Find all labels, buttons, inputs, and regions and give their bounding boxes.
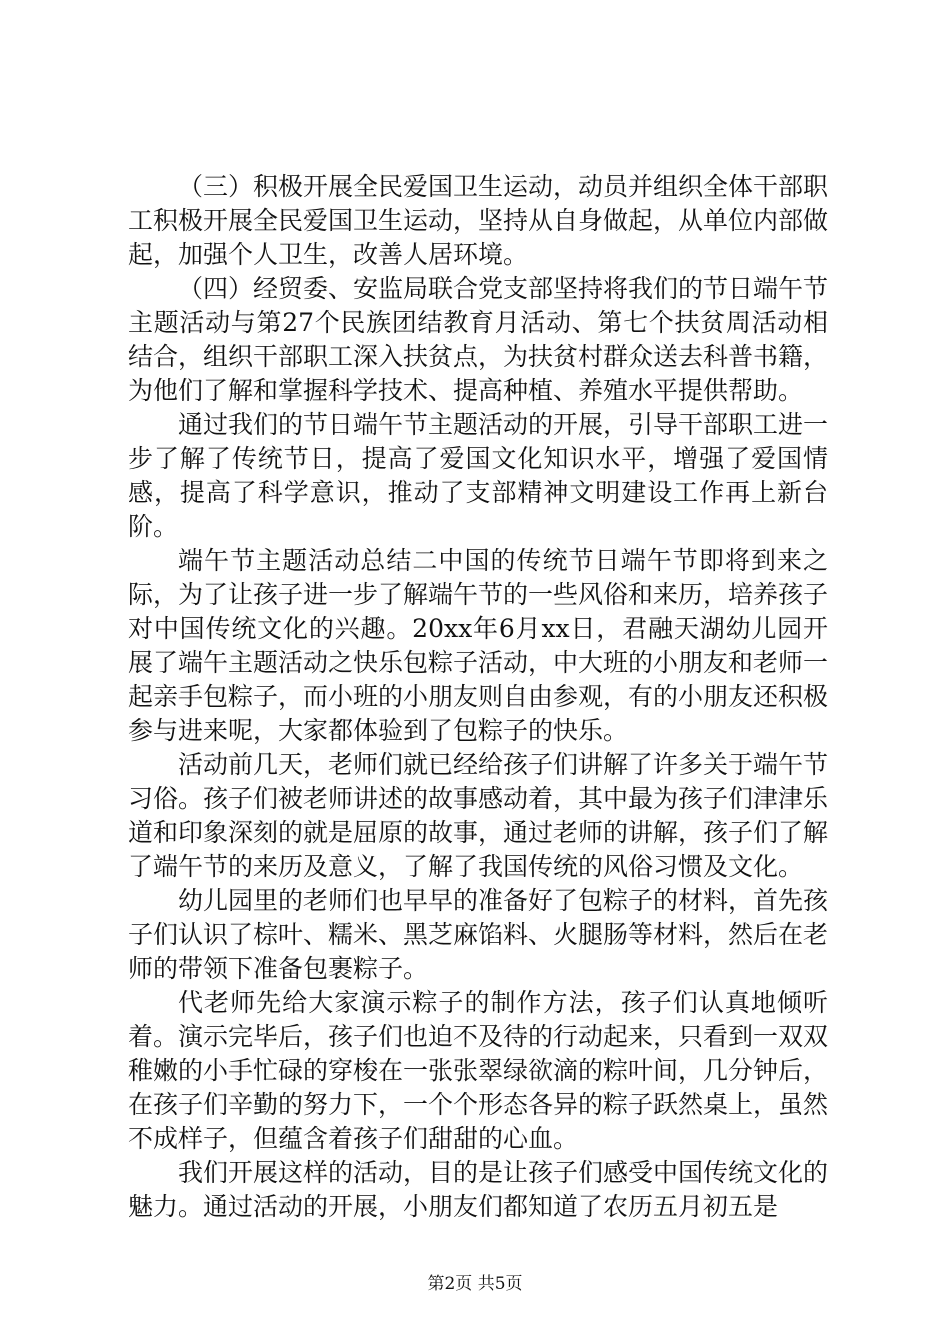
paragraph-8: 我们开展这样的活动，目的是让孩子们感受中国传统文化的魅力。通过活动的开展，小朋友们都知道了农历五月初五是 [128,1158,829,1221]
paragraph-2: （四）经贸委、安监局联合党支部坚持将我们的节日端午节主题活动与第27个民族团结教育月活动、第七个扶贫周活动相结合，组织干部职工深入扶贫点，为扶贫村群众送去科普书籍，为他们了解和掌握科学技术、提高种植、养殖水平提供帮助。 [128,274,829,405]
paragraph-3: 通过我们的节日端午节主题活动的开展，引导干部职工进一步了解了传统节日，提高了爱国文化知识水平，增强了爱国情感，提高了科学意识，推动了支部精神文明建设工作再上新台阶。 [128,410,829,541]
paragraph-6: 幼儿园里的老师们也早早的准备好了包粽子的材料，首先孩子们认识了棕叶、糯米、黑芝麻馅料、火腿肠等材料，然后在老师的带领下准备包裹粽子。 [128,886,829,983]
document-body [128,170,828,1224]
paragraph-4: 端午节主题活动总结二中国的传统节日端午节即将到来之际，为了让孩子进一步了解端午节的一些风俗和来历，培养孩子对中国传统文化的兴趣。20xx年6月xx日，君融天湖幼儿园开展了端午主题活动之快乐包粽子活动，中大班的小朋友和老师一起亲手包粽子，而小班的小朋友则自由参观，有的小朋友还积极参与进来呢，大家都体验到了包粽子的快乐。 [128,546,829,745]
paragraph-7: 代老师先给大家演示粽子的制作方法，孩子们认真地倾听着。演示完毕后，孩子们也迫不及待的行动起来，只看到一双双稚嫩的小手忙碌的穿梭在一张张翠绿欲滴的粽叶间，几分钟后，在孩子们辛勤的努力下，一个个形态各异的粽子跃然桌上，虽然不成样子，但蕴含着孩子们甜甜的心血。 [128,988,829,1153]
paragraph-5: 活动前几天，老师们就已经给孩子们讲解了许多关于端午节习俗。孩子们被老师讲述的故事感动着，其中最为孩子们津津乐道和印象深刻的就是屈原的故事，通过老师的讲解，孩子们了解了端午节的来历及意义，了解了我国传统的风俗习惯及文化。 [128,750,829,881]
paragraph-1: （三）积极开展全民爱国卫生运动，动员并组织全体干部职工积极开展全民爱国卫生运动，坚持从自身做起，从单位内部做起，加强个人卫生，改善人居环境。 [128,172,829,269]
page-number-footer: 第2页 共5页 [427,1274,523,1294]
